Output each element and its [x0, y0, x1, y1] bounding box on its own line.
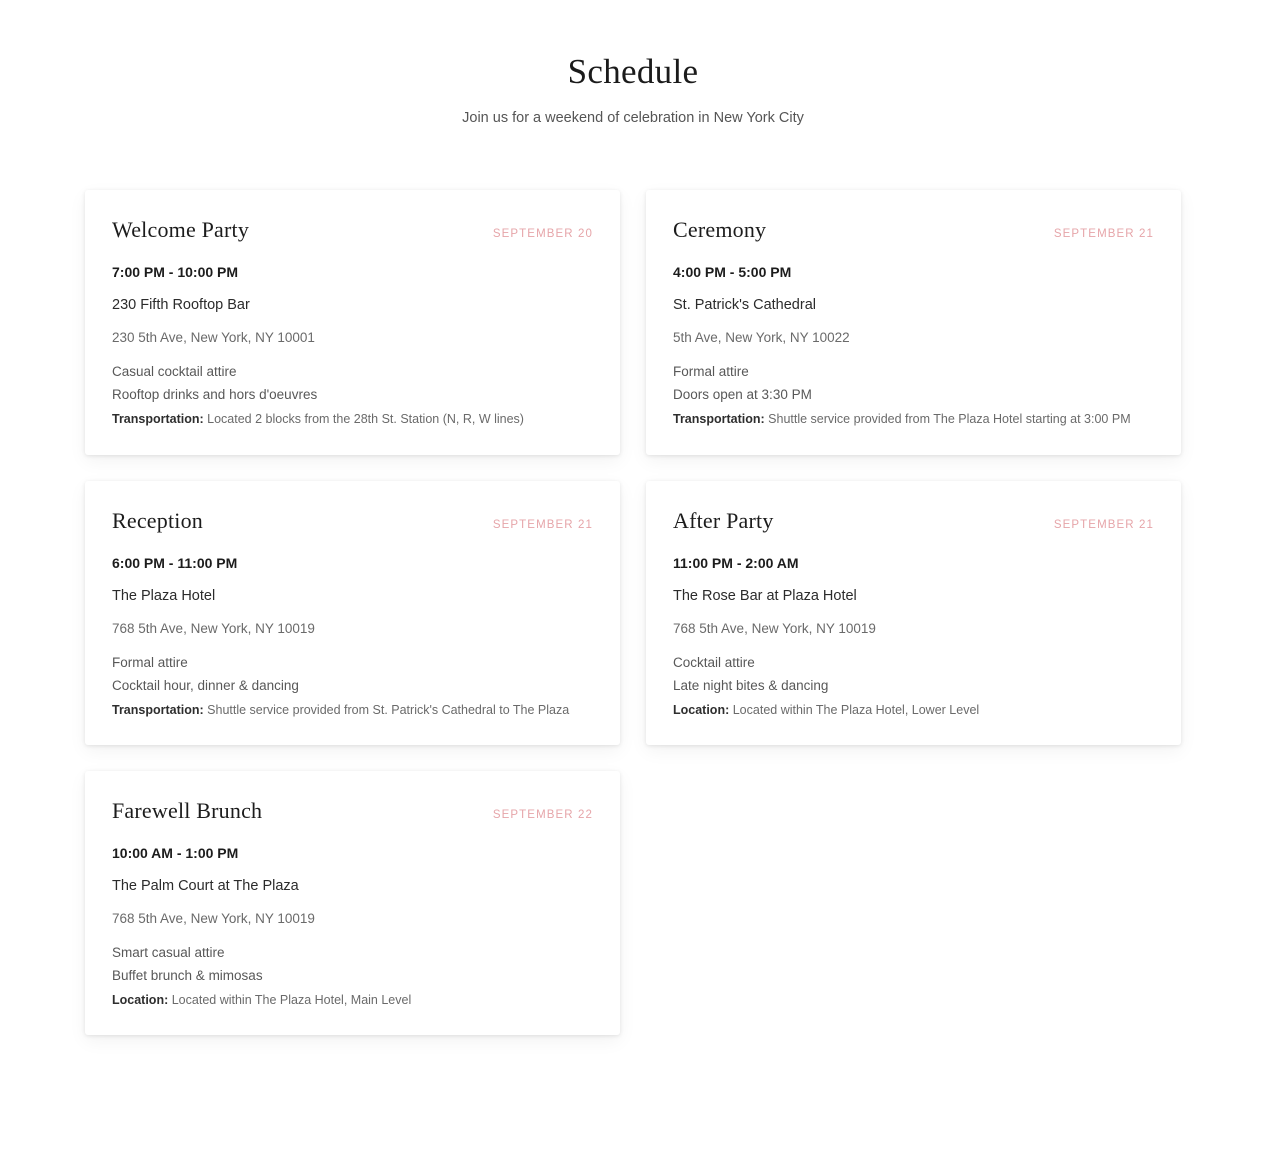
event-card-header [673, 509, 1154, 533]
event-date: SEPTEMBER 21 [492, 518, 593, 531]
event-note-label: Transportation: [112, 702, 204, 717]
event-note [673, 410, 1154, 428]
event-card-header [673, 218, 1154, 242]
event-note [673, 701, 1154, 719]
event-note-label: Transportation: [112, 412, 204, 427]
event-attire: Formal attire [112, 654, 188, 670]
event-card [85, 771, 620, 1035]
event-note [112, 991, 593, 1009]
event-venue: The Palm Court at The Plaza [112, 878, 299, 895]
event-note-text: Located within The Plaza Hotel, Lower Level [732, 702, 980, 717]
event-address: 5th Ave, New York, NY 10022 [673, 330, 850, 346]
event-address: 768 5th Ave, New York, NY 10019 [112, 620, 315, 636]
event-address: 768 5th Ave, New York, NY 10019 [112, 911, 315, 927]
event-date: SEPTEMBER 22 [492, 808, 593, 821]
event-attire: Formal attire [673, 364, 749, 380]
event-date: SEPTEMBER 20 [492, 228, 593, 241]
event-detail: Cocktail hour, dinner & dancing [112, 677, 299, 693]
event-note-text: Located 2 blocks from the 28th St. Station (N, R, W lines) [207, 412, 524, 427]
event-detail: Rooftop drinks and hors d'oeuvres [112, 387, 318, 403]
event-time: 10:00 AM - 1:00 PM [112, 845, 239, 862]
event-date: SEPTEMBER 21 [1053, 518, 1154, 531]
event-card [646, 481, 1181, 745]
event-card [85, 190, 620, 454]
event-card-header [112, 509, 593, 533]
event-note-text: Shuttle service provided from The Plaza Hotel starting at 3:00 PM [768, 412, 1131, 427]
event-note [112, 701, 593, 719]
event-card-header [112, 799, 593, 823]
event-attire: Smart casual attire [112, 945, 225, 961]
event-note-label: Transportation: [673, 412, 765, 427]
event-venue: The Rose Bar at Plaza Hotel [673, 587, 857, 604]
event-title: Reception [112, 507, 203, 533]
page-subtitle: Join us for a weekend of celebration in New York City [462, 110, 804, 127]
event-detail: Doors open at 3:30 PM [673, 387, 812, 403]
event-attire: Casual cocktail attire [112, 364, 237, 380]
event-time: 7:00 PM - 10:00 PM [112, 264, 239, 281]
event-time: 11:00 PM - 2:00 AM [673, 554, 799, 571]
event-card-header [112, 218, 593, 242]
event-detail: Late night bites & dancing [673, 677, 829, 693]
event-time: 6:00 PM - 11:00 PM [112, 554, 238, 571]
event-attire: Cocktail attire [673, 654, 755, 670]
event-card [646, 190, 1181, 454]
page-header [0, 52, 1266, 126]
event-address: 768 5th Ave, New York, NY 10019 [673, 620, 876, 636]
event-note-text: Shuttle service provided from St. Patrick's Cathedral to The Plaza [207, 702, 570, 717]
event-time: 4:00 PM - 5:00 PM [673, 264, 792, 281]
event-title: Welcome Party [112, 217, 250, 243]
event-venue: 230 Fifth Rooftop Bar [112, 297, 250, 314]
event-note-label: Location: [673, 702, 730, 717]
event-venue: The Plaza Hotel [112, 587, 216, 604]
event-card [85, 481, 620, 745]
event-address: 230 5th Ave, New York, NY 10001 [112, 330, 315, 346]
page-title: Schedule [567, 52, 699, 91]
event-detail: Buffet brunch & mimosas [112, 968, 263, 984]
event-date: SEPTEMBER 21 [1053, 228, 1154, 241]
event-venue: St. Patrick's Cathedral [673, 297, 816, 314]
event-title: Farewell Brunch [112, 797, 263, 823]
event-cards-grid [85, 190, 1181, 1035]
event-note-text: Located within The Plaza Hotel, Main Level [171, 993, 412, 1008]
event-title: Ceremony [673, 217, 767, 243]
event-note [112, 410, 593, 428]
event-title: After Party [673, 507, 774, 533]
event-note-label: Location: [112, 993, 169, 1008]
